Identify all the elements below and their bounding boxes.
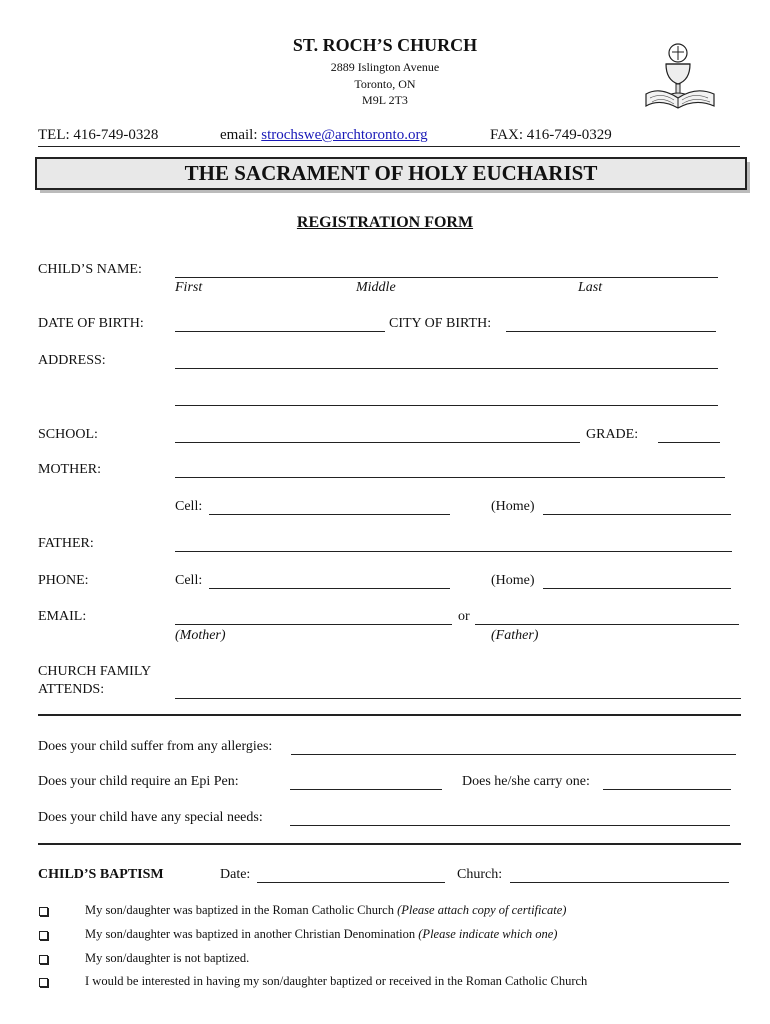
address-input-line2[interactable] <box>175 385 718 406</box>
baptism-option-2 <box>85 927 557 942</box>
grade-input[interactable] <box>658 422 720 443</box>
mother-label: MOTHER: <box>38 462 101 477</box>
special-needs-input[interactable] <box>290 805 730 826</box>
childs-name-input[interactable] <box>175 257 718 278</box>
baptism-option-checkbox-2[interactable] <box>39 931 48 940</box>
baptism-option-1 <box>85 903 566 918</box>
baptism-option-checkbox-3[interactable] <box>39 955 48 964</box>
first-name-caption: First <box>175 280 203 295</box>
form-title: REGISTRATION FORM <box>296 214 474 231</box>
carry-label: Does he/she carry one: <box>462 774 590 789</box>
baptism-option-checkbox-1[interactable] <box>39 907 48 916</box>
church-address-line2: Toronto, ON <box>354 77 416 91</box>
email-link[interactable]: strochswe@archtoronto.org <box>261 127 428 143</box>
baptism-date-label: Date: <box>220 867 251 882</box>
baptism-date-input[interactable] <box>257 862 445 883</box>
mother-home-input[interactable] <box>543 494 731 515</box>
banner-title: THE SACRAMENT OF HOLY EUCHARIST <box>184 161 598 185</box>
church-tel: TEL: 416-749-0328 <box>38 127 159 143</box>
father-label: FATHER: <box>38 536 94 551</box>
church-address-line3: M9L 2T3 <box>362 93 408 107</box>
father-caption: (Father) <box>491 628 539 643</box>
mother-caption: (Mother) <box>175 628 226 643</box>
baptism-option-checkbox-4[interactable] <box>39 978 48 987</box>
grade-label: GRADE: <box>586 427 639 442</box>
header-rule <box>38 146 740 147</box>
church-family-label-1: CHURCH FAMILY <box>38 664 152 679</box>
baptism-church-label: Church: <box>457 867 503 882</box>
church-family-input[interactable] <box>175 678 741 699</box>
email-label-field: EMAIL: <box>38 609 87 624</box>
church-address-line1: 2889 Islington Avenue <box>330 60 440 74</box>
address-label: ADDRESS: <box>38 353 106 368</box>
section-divider-2 <box>38 843 741 845</box>
mother-cell-input[interactable] <box>209 494 450 515</box>
phone-home-label: (Home) <box>491 573 535 588</box>
baptism-option-text: My son/daughter was baptized in the Roman Catholic Church <box>85 903 398 917</box>
phone-label: PHONE: <box>38 573 89 588</box>
mother-cell-label: Cell: <box>175 499 203 514</box>
school-input[interactable] <box>175 422 580 443</box>
mother-home-label: (Home) <box>491 499 535 514</box>
baptism-option-text: I would be interested in having my son/daughter baptized or received in the Roman Catholic Church <box>85 974 588 988</box>
dob-label: DATE OF BIRTH: <box>38 316 144 331</box>
baptism-option-note: (Please indicate which one) <box>418 927 558 941</box>
baptism-option-text: My son/daughter was baptized in another Christian Denomination <box>85 927 419 941</box>
dob-input[interactable] <box>175 311 385 332</box>
church-name: ST. ROCH’S CHURCH <box>292 35 478 55</box>
baptism-heading: CHILD’S BAPTISM <box>38 867 164 882</box>
section-divider-1 <box>38 714 741 716</box>
father-name-input[interactable] <box>175 531 732 552</box>
epi-pen-label: Does your child require an Epi Pen: <box>38 774 239 789</box>
allergies-input[interactable] <box>291 734 736 755</box>
or-label: or <box>458 609 470 624</box>
baptism-option-note: (Please attach copy of certificate) <box>397 903 567 917</box>
mother-email-input[interactable] <box>175 604 452 625</box>
special-needs-label: Does your child have any special needs: <box>38 810 263 825</box>
school-label: SCHOOL: <box>38 427 98 442</box>
title-banner <box>35 157 747 190</box>
phone-cell-input[interactable] <box>209 568 450 589</box>
childs-name-label: CHILD’S NAME: <box>38 262 142 277</box>
mother-name-input[interactable] <box>175 457 725 478</box>
church-family-label-2: ATTENDS: <box>38 682 105 697</box>
email-label: email: <box>220 127 262 143</box>
city-of-birth-input[interactable] <box>506 311 716 332</box>
allergies-label: Does your child suffer from any allergies: <box>38 739 273 754</box>
phone-home-input[interactable] <box>543 568 731 589</box>
address-input-line1[interactable] <box>175 348 718 369</box>
phone-cell-label: Cell: <box>175 573 203 588</box>
church-fax: FAX: 416-749-0329 <box>490 127 612 143</box>
last-name-caption: Last <box>578 280 603 295</box>
baptism-option-4 <box>85 974 587 989</box>
carry-input[interactable] <box>603 769 731 790</box>
father-email-input[interactable] <box>475 604 739 625</box>
baptism-church-input[interactable] <box>510 862 729 883</box>
city-of-birth-label: CITY OF BIRTH: <box>389 316 492 331</box>
epi-pen-input[interactable] <box>290 769 442 790</box>
baptism-option-text: My son/daughter is not baptized. <box>85 951 250 965</box>
church-email <box>220 127 428 144</box>
middle-name-caption: Middle <box>356 280 396 295</box>
baptism-option-3 <box>85 951 249 966</box>
chalice-host-bible-icon <box>640 40 720 112</box>
